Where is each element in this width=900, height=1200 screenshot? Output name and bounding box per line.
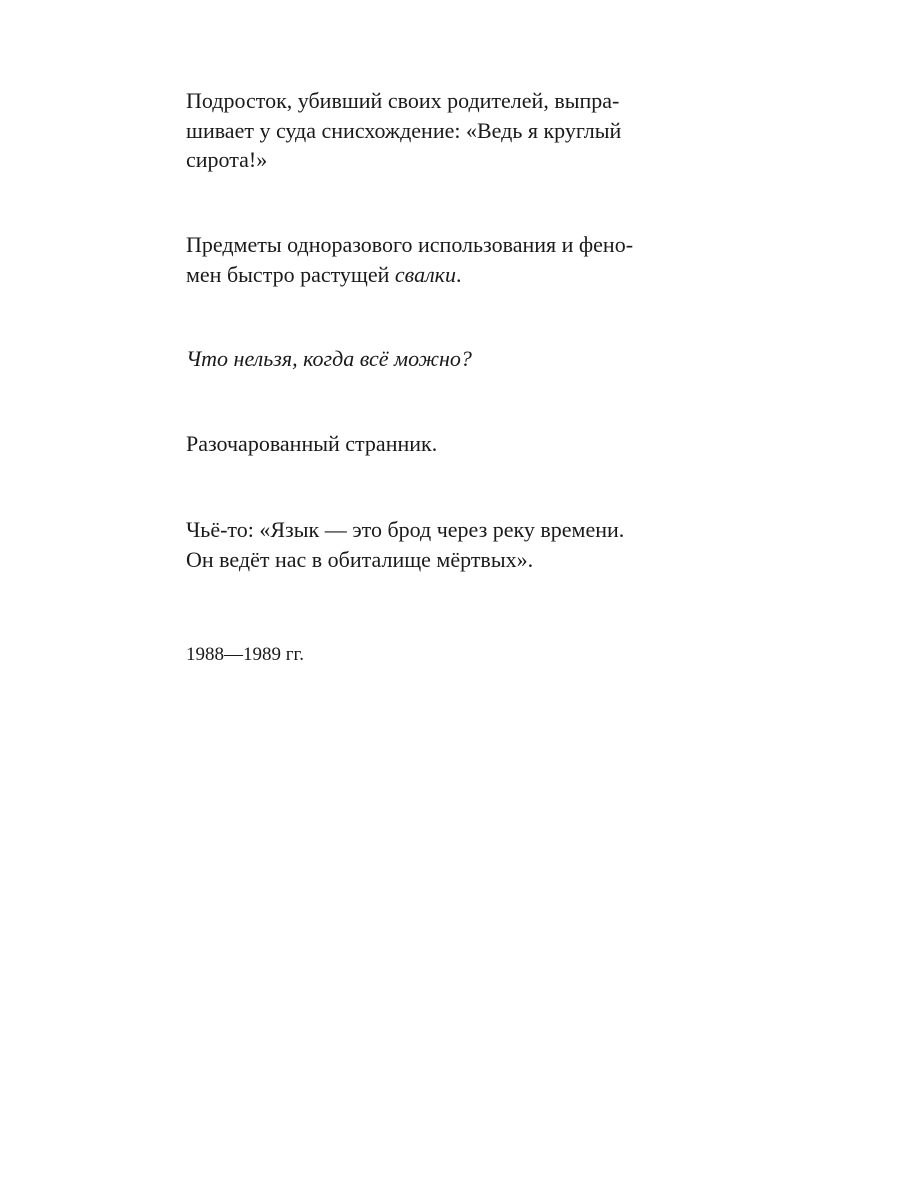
entry-teenager-line-1: Подросток, убивший своих родителей, выпра-	[186, 88, 620, 113]
entry-disposables-italic-word: свалки	[394, 261, 456, 287]
entry-teenager-line-2: шивает у суда снисхождение: «Ведь я круглый	[186, 117, 622, 143]
entry-teenager	[186, 86, 686, 175]
entry-disposables-line-1: Предметы одноразового использования и фено-	[186, 232, 634, 257]
entry-disposables	[186, 230, 686, 289]
entry-language-line-1: Чьё-то: «Язык — это брод через реку времени.	[186, 517, 625, 542]
date-line: 1988—1989 гг.	[186, 644, 304, 665]
entry-wanderer	[186, 429, 686, 459]
entry-question-text: Что нельзя, когда всё можно?	[186, 346, 472, 371]
entry-teenager-line-3: сирота!»	[186, 147, 268, 172]
entry-disposables-line-2	[186, 260, 686, 290]
entry-question	[186, 344, 686, 374]
entry-language	[186, 515, 686, 574]
entry-disposables-period: .	[455, 261, 462, 287]
entry-language-line-2: Он ведёт нас в обиталище мёртвых».	[186, 546, 534, 572]
entry-disposables-line-2-text: мен быстро растущей	[186, 261, 395, 287]
entry-wanderer-text: Разочарованный странник.	[186, 431, 438, 456]
